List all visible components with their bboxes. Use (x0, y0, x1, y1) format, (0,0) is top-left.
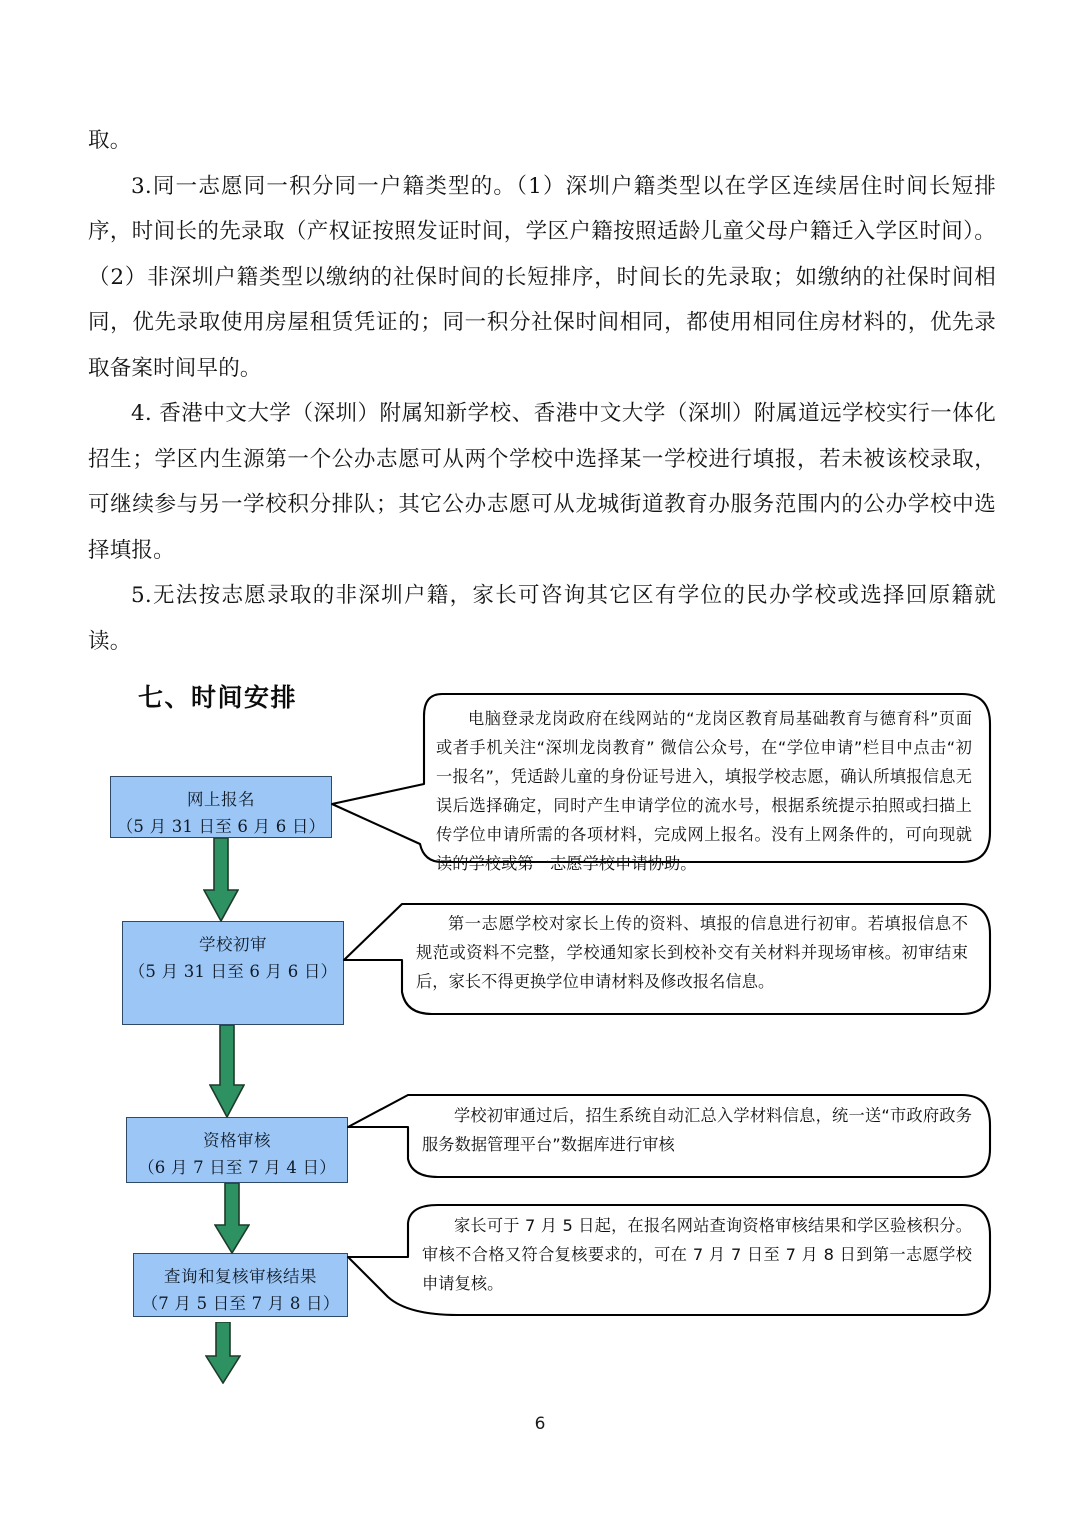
paragraph-item-3: 3.同一志愿同一积分同一户籍类型的。（1）深圳户籍类型以在学区连续居住时间长短排序，时间长的先录取（产权证按照发证时间，学区户籍按照适龄儿童父母户籍迁入学区时间）。（2）非深圳户籍类型以缴纳的社保时间的长短排序，时间长的先录取；如缴纳的社保时间相同，优先录取使用房屋租赁凭证的；同一积分社保时间相同，都使用相同住房材料的，优先录取备案时间早的。 (88, 173, 996, 381)
callout-qualification-review (348, 1091, 992, 1181)
flow-box-period: （6 月 7 日至 7 月 4 日） (138, 1158, 336, 1177)
body-text-block (88, 118, 996, 664)
page-number: 6 (534, 1414, 546, 1434)
flow-box-title: 资格审核 (203, 1131, 271, 1150)
paragraph-continuation: 取。 (88, 128, 132, 153)
flow-arrow-3 (214, 1183, 250, 1254)
flow-arrow-1 (203, 838, 239, 922)
flow-box-period: （7 月 5 日至 7 月 8 日） (141, 1294, 340, 1313)
flow-box-school-preliminary-review (122, 921, 344, 1025)
paragraph-item-4: 4. 香港中文大学（深圳）附属知新学校、香港中文大学（深圳）附属道远学校实行一体化招生；学区内生源第一个公办志愿可从两个学校中选择某一学校进行填报，若未被该校录取，可继续参与另一学校积分排队；其它公办志愿可从龙城街道教育办服务范围内的公办学校中选择填报。 (88, 401, 996, 563)
flow-box-title: 查询和复核审核结果 (164, 1267, 317, 1286)
callout-text: 第一志愿学校对家长上传的资料、填报的信息进行初审。若填报信息不规范或资料不完整，学校通知家长到校补交有关材料并现场审核。初审结束后，家长不得更换学位申请材料及修改报名信息。 (416, 914, 968, 991)
callout-online-registration (332, 692, 992, 873)
flow-box-title: 学校初审 (199, 935, 267, 954)
flow-arrow-2 (209, 1025, 245, 1118)
flow-box-query-and-recheck-result (133, 1253, 348, 1317)
flow-box-online-registration (110, 776, 332, 838)
flow-box-title: 网上报名 (187, 790, 255, 809)
paragraph-item-5: 5.无法按志愿录取的非深圳户籍，家长可咨询其它区有学位的民办学校或选择回原籍就读。 (88, 583, 996, 654)
callout-text: 家长可于 7 月 5 日起，在报名网站查询资格审核结果和学区验核积分。审核不合格又符合复核要求的，可在 7 月 7 日至 7 月 8 日到第一志愿学校申请复核。 (422, 1216, 972, 1293)
section-heading-schedule: 七、时间安排 (138, 683, 298, 712)
flow-box-period: （5 月 31 日至 6 月 6 日） (128, 962, 338, 981)
flow-box-period: （5 月 31 日至 6 月 6 日） (116, 817, 326, 836)
callout-text: 电脑登录龙岗政府在线网站的“龙岗区教育局基础教育与德育科”页面或者手机关注“深圳龙岗教育” 微信公众号，在“学位申请”栏目中点击“初一报名”，凭适龄儿童的身份证号进入，填报学校志愿，确认所填报信息无误后选择确定，同时产生申请学位的流水号，根据系统提示拍照或扫描上传学位申请所需的各项材料，完成网上报名。没有上网条件的，可向现就读的学校或第一志愿学校申请协助。 (436, 709, 972, 873)
callout-query-and-recheck (348, 1201, 992, 1321)
callout-school-preliminary-review (344, 896, 992, 1018)
flow-arrow-4 (205, 1322, 241, 1384)
flow-box-qualification-review (126, 1117, 348, 1183)
callout-text: 学校初审通过后，招生系统自动汇总入学材料信息，统一送“市政府政务服务数据管理平台”数据库进行审核 (422, 1106, 972, 1154)
